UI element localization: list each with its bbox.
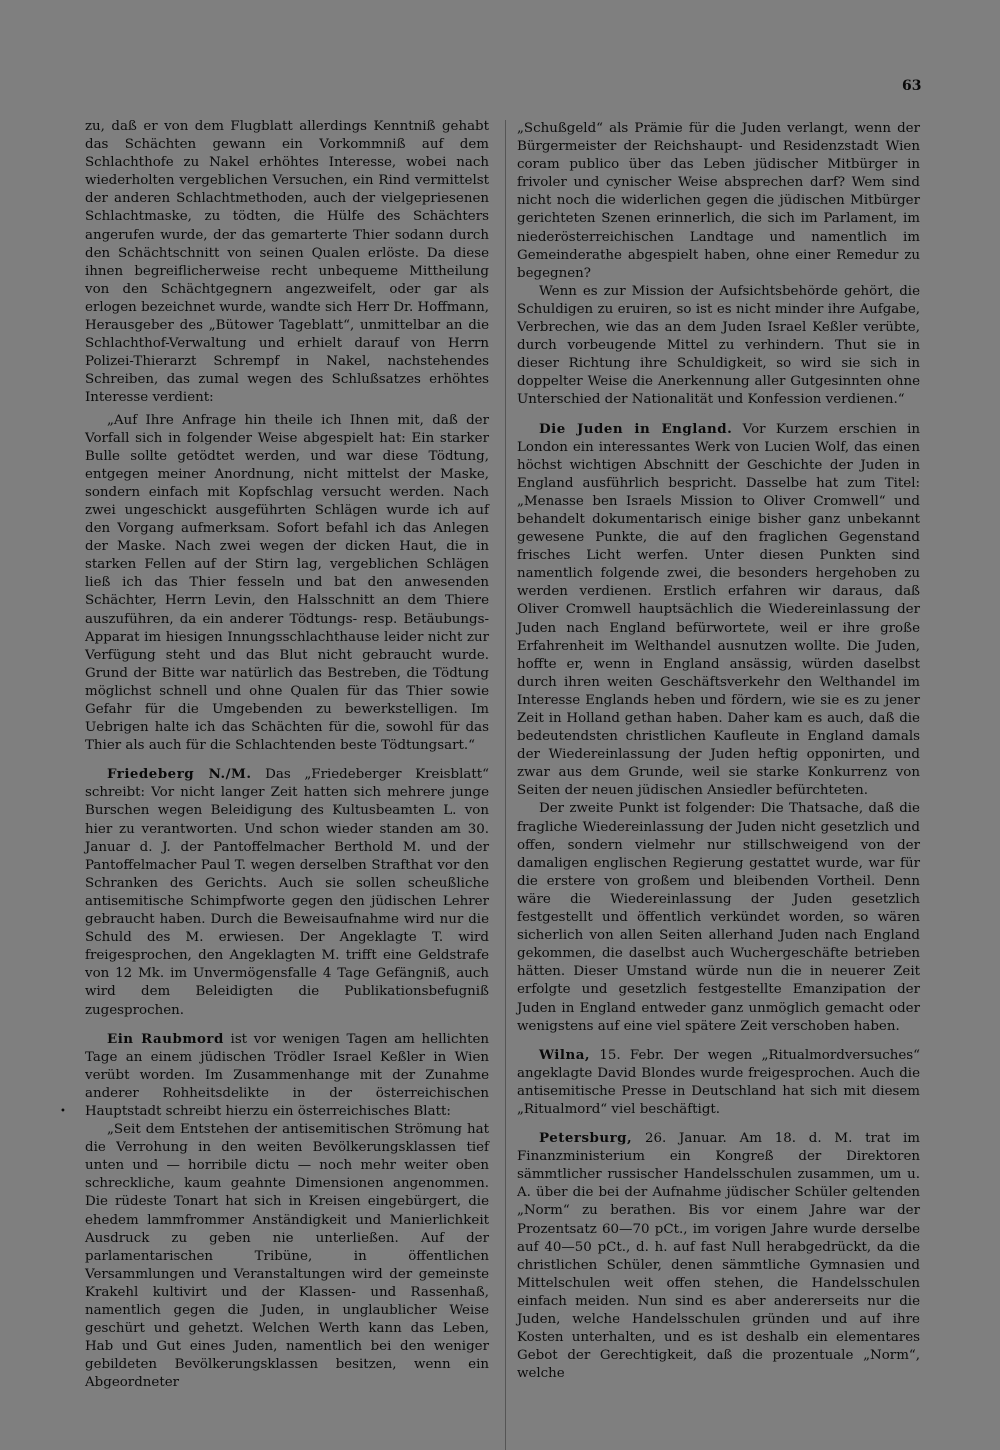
article-england — [517, 420, 920, 801]
article-heading: Friedeberg N./M. — [107, 766, 252, 783]
page-number: 63 — [902, 78, 922, 94]
right-column — [517, 120, 920, 1383]
column-divider — [505, 120, 506, 1450]
article-text: ist vor wenigen Tagen am hellichten Tage an einem jüdischen Trödler Israel Keßler in Wien verübt worden. Im Zusammenhange mit der Zunahme anderer Rohheitsdelikte in der österreichischen Hauptstadt schreibt hierzu ein österreichisches Blatt: — [85, 1031, 490, 1119]
article-raubmord — [85, 1030, 489, 1121]
article-text: Das „Friedeberger Kreisblatt“ schreibt: Vor nicht langer Zeit hatten sich mehrere junge Burschen wegen Beleidigung des Kultusbeamten L. von hier zu verantworten. Und schon wieder standen am 30. Januar d. J. der Pantoffelmacher Berthold M. und der Pantoffelmacher Paul T. wegen derselben Strafthat vor den Schranken des Gerichts. Auch sie sollen scheußliche antisemitische Schimpfworte gegen den jüdischen Lehrer gebraucht haben. Durch die Beweisaufnahme wird nur die Schuld des M. erwiesen. Der Angeklagte T. wird freigesprochen, den Angeklagten M. trifft eine Geldstrafe von 12 Mk. im Unvermögensfalle 4 Tage Gefängniß, auch wird dem Beleidigten die Publikationsbefugniß zugesprochen. — [85, 767, 489, 1018]
article-heading: Die Juden in England. — [539, 420, 733, 437]
article-heading: Wilna, — [539, 1046, 591, 1063]
article-friedeberg — [85, 765, 489, 1019]
article-paragraph: „Schußgeld“ als Prämie für die Juden verlangt, wenn der Bürgermeister der Reichshaupt- und Residenzstadt Wien coram publico über das Leben jüdischer Mitbürger in frivoler und cynischer Weise absprechen darf? Wem sind nicht noch die widerlichen gegen die jüdischen Mitbürger gerichteten Szenen erinnerlich, die sich im Parlament, im niederösterreichischen Landtage und namentlich im Gemeinderathe abgespielt haben, ohne einer Remedur zu begegnen? — [517, 121, 920, 281]
article-paragraph: Wenn es zur Mission der Aufsichtsbehörde gehört, die Schuldigen zu eruiren, so ist es nicht minder ihre Aufgabe, Verbrechen, wie das an dem Juden Israel Keßler verübte, durch vorbeugende Mittel zu verhindern. Thut sie in dieser Richtung ihre Schuldigkeit, so wird sie sich in doppelter Weise die Anerkennung aller Gutgesinnten ohne Unterschied der Nationalität und Konfession verdienen.“ — [517, 283, 920, 408]
quoted-article: „Seit dem Entstehen der antisemitischen Strömung hat die Verrohung in den weiten Bevölkerungsklassen tief unten und — horribile dictu — noch mehr weiter oben schreckliche, kaum geahnte Dimensionen angenommen. Die rüdeste Tonart hat sich in Kreisen eingebürgert, die ehedem lammfrommer Anständigkeit und Manierlichkeit Ausdruck zu geben nie unterließen. Auf der parlamentarischen Tribüne, in öffentlichen Versammlungen und Veranstaltungen wird der gemeinste Krakehl kultivirt und der Klassen- und Rassenhaß, namentlich gegen die Juden, in unglaublicher Weise geschürt und gehetzt. Welchen Werth kann das Leben, Hab und Gut eines Juden, namentlich bei den weniger gebildeten Bevölkerungsklassen besitzen, wenn ein Abgeordneter — [85, 1122, 489, 1391]
article-heading: Petersburg, — [539, 1130, 633, 1147]
article-text: Vor Kurzem erschien in London ein interessantes Werk von Lucien Wolf, das einen höchst wichtigen Abschnitt der Geschichte der Juden in England ausführlich bespricht. Dasselbe hat zum Titel: „Menasse ben Israels Mission to Oliver Cromwell“ und behandelt dokumentarisch einige bisher ganz unbekannt gewesene Punkte, die auf den fraglichen Gegenstand frisches Licht werfen. Unter diesen Punkten sind namentlich folgende zwei, die besonders hergehoben zu werden verdienen. Erstlich erfahren wir daraus, daß Oliver Cromwell hauptsächlich die Wiedereinlassung der Juden nach England befürwortete, weil er ihre große Erfahrenheit im Welthandel ausnutzen wollte. Die Juden, hoffte er, wenn in England ansässig, würden daselbst durch ihren weiten Geschäftsverkehr den Welthandel im Interesse Englands heben und fördern, wie sie es zu jener Zeit in Holland gethan haben. Daher kam es auch, daß die bedeutendsten christlichen Kaufleute in England damals der Wiedereinlassung der Juden heftig opponirten, und zwar aus dem Grunde, weil sie starke Konkurrenz von Seiten der neuen jüdischen Ansiedler befürchteten. — [517, 421, 920, 799]
article-text: 15. Febr. Der wegen „Ritualmordversuches“ angeklagte David Blondes wurde freigesprochen. Auch die antisemitische Presse in Deutschland hat sich mit diesem „Ritualmord“ viel beschäftigt. — [517, 1047, 920, 1117]
article-text: 26. Januar. Am 18. d. M. trat im Finanzministerium ein Kongreß der Direktoren sämmtlicher russischer Handelsschulen zusammen, um u. A. über die bei der Aufnahme jüdischer Schüler geltenden „Norm“ zu berathen. Bis vor einem Jahre war der Prozentsatz 60—70 pCt., im vorigen Jahre wurde derselbe auf 40—50 pCt., d. h. auf fast Null herabgedrückt, da die christlichen Schüler, denen sämmtliche Gymnasien und Mittelschulen weit offen stehen, die Handelsschulen einfach meiden. Nun sind es aber andererseits nur die Juden, welche Handelsschulen gründen und auf ihre Kosten unterhalten, und es ist deshalb ein elementares Gebot der Gerechtigkeit, daß die prozentuale „Norm“, welche — [517, 1131, 920, 1382]
article-paragraph: Der zweite Punkt ist folgender: Die Thatsache, daß die fragliche Wiedereinlassung der Juden nicht gesetzlich und offen, sondern vielmehr nur stillschweigend von der damaligen englischen Regierung gestattet wurde, war für die erstere von großem und bleibenden Vortheil. Denn wäre die Wiedereinlassung der Juden gesetzlich festgestellt und öffentlich verkündet worden, so wären sicherlich von allen Seiten allerhand Juden nach England gekommen, die daselbst auch Wuchergeschäfte betrieben hätten. Dieser Umstand würde nun die in neuerer Zeit erfolgte und gesetzlich festgestellte Emanzipation der Juden in England entweder ganz unmöglich gemacht oder wenigstens auf eine viel spätere Zeit verschoben haben. — [517, 801, 920, 1034]
article-paragraph: zu, daß er von dem Flugblatt allerdings Kenntniß gehabt das Schächten gewann ein Vorkommniß auf dem Schlachthofe zu Nakel erhöhtes Interesse, wobei nach wiederholten vergeblichen Versuchen, ein Rind vermittelst der anderen Schlachtmethoden, auch der vielgepriesenen Schlachtmaske, zu tödten, die Hülfe des Schächters angerufen wurde, der das gemarterte Thier sodann durch den Schächtschnitt von seinen Qualen erlöste. Da diese ihnen begreiflicherweise recht unbequeme Mittheilung von den Schächtgegnern angezweifelt, oder gar als erlogen bezeichnet wurde, wandte sich Herr Dr. Hoffmann, Herausgeber des „Bütower Tageblatt“, unmittelbar an die Schlachthof-Verwaltung und erhielt darauf von Herrn Polizei-Thierarzt Schrempf in Nakel, nachstehendes Schreiben, das zumal wegen des Schlußsatzes erhöhtes Interesse verdient: — [85, 119, 489, 406]
quoted-letter: „Auf Ihre Anfrage hin theile ich Ihnen mit, daß der Vorfall sich in folgender Weise abgespielt hat: Ein starker Bulle sollte getödtet werden, und war diese Tödtung, entgegen meiner Anordnung, nicht mittelst der Maske, sondern einfach mit Kopfschlag versucht werden. Nach zwei ungeschickt ausgeführten Schlägen wurde ich auf den Vorgang aufmerksam. Sofort befahl ich das Anlegen der Maske. Nach zwei wegen der dicken Haut, die in starken Fellen auf der Stirn lag, vergeblichen Schlägen ließ ich das Thier fesseln und bat den anwesenden Schächter, Herrn Levin, den Halsschnitt an dem Thiere auszuführen, da ein anderer Tödtungs- resp. Betäubungs-Apparat im hiesigen Innungsschlachthause leider nicht zur Verfügung steht und das Blut nicht gebraucht wurde. Grund der Bitte war natürlich das Bestreben, die Tödtung möglichst schnell und ohne Qualen für das Thier sowie Gefahr für die Umgebenden zu bewerkstelligen. Im Uebrigen halte ich das Schächten für die, sowohl für das Thier als auch für die Schlachtenden beste Tödtungsart.“ — [85, 412, 489, 754]
left-column — [85, 118, 489, 1392]
article-petersburg — [517, 1129, 920, 1383]
article-wilna — [517, 1046, 920, 1119]
margin-mark: • — [60, 1106, 66, 1117]
article-heading: Ein Raubmord — [107, 1030, 224, 1047]
